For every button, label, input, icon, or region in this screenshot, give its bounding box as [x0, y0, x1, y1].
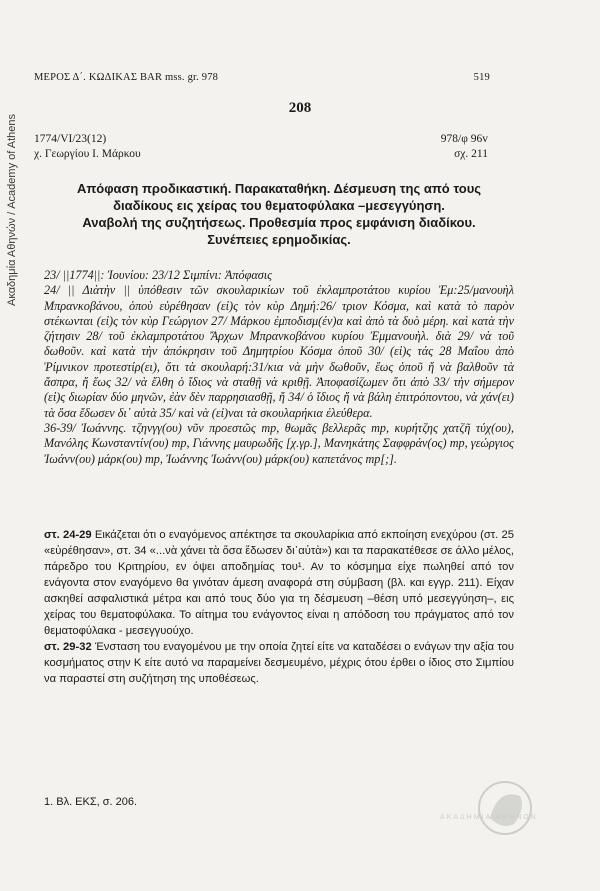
- text-paragraph: 36-39/ Ἰωάννης. τζηνγγ(ου) νῦν προεστῶς mp, θωμᾶς βελλερᾶς mp, κυρήτζης χατζῆ τύχ(ου), Μανόλης Κωνσταντίν(ου) mp, Γιάννης μαυρωδῆς [χ.γρ.], Μανηκάτης Σαφφράν(ος) mp, γεώργιος Ἰωάνν(ου) μάρκ(ου) mp, Ἰωάννης Ἰωάνν(ου) μάρκ(ου) καπετάνος mp[;].: [44, 420, 514, 466]
- commentary-paragraph: [44, 639, 514, 687]
- document-identifiers: [34, 132, 488, 162]
- running-head-title: ΜΕΡΟΣ Δ΄. ΚΩΔΙΚΑΣ BAR mss. gr. 978: [34, 72, 219, 83]
- document-transcription: [44, 268, 514, 467]
- commentary: [44, 527, 514, 687]
- folio-ref: 978/φ 96v: [440, 133, 488, 145]
- watermark-text: ΑΚΑΔΗΜΙΑ ΑΘΗΝΩΝ: [440, 814, 538, 821]
- text-paragraph: 24/ || Διὰτὴν || ὑπόθεσιν τῶν σκουλαρικίων τοῦ ἐκλαμπροτάτου κυρίου Ἐμ:25/μανουὴλ Μπρανκοβάνου, ὁποὺ εὑρέθησαν (εἰ)ς τὸν κὺρ Δημή:26/ τριον Κόσμα, καὶ κατὰ τὸ παρὸν στέκωνται (εἰ)ς τὸν κὺρ Γεώργιον 27/ Μάρκου ἐμποδισμ(έν)α καὶ ἀπὸ τὰ δυὸ μέρη. καὶ κατὰ τὴν ζήτησιν 28/ τοῦ ἐκλαμπροτάτου Ἄρχων Μπρανκοβάνου κυρίου Ἐμμανουὴλ. διὰ 29/ νὰ τοῦ δωθοῦν. καὶ κατὰ τὴν ἀπόκρησιν τοῦ Δημητρίου Κόσμα ὁποῦ 30/ (εἰ)ς τάς 28 Μαΐου ἀπὸ Ῥίμνικον προτεστίρ(ει), ὅτι τὰ σκουλαρή:31/κια νὰ μὴν δωθοῦν, ἕως ὁποῦ ἤ νὰ βαλθοῦν τὰ ἄσπρα, ἤ ἕως 32/ νὰ ἔλθη ὁ ἴδιος νὰ σταθῇ νὰ κριθῇ. Ἀποφασίζωμεν ὅτι ἀπὸ 33/ τὴν σήμερον (εἰ)ς διωρίαν δύο μηνῶν, ἐὰν δὲν παρρησιασθῇ, ἤ 34/ ὁ ἴδιος ἤ νὰ βάλη ἐπιτρόποντου, νὰ χάν(ει) τὰ ὅσα ἔδωσεν δι᾽ αὐτὰ 35/ καὶ νὰ (εἰ)ναι τὰ σκουλαρήκια ἐλεύθερα.: [44, 283, 514, 420]
- title-line: Συνέπειες ερημοδικίας.: [207, 232, 351, 247]
- academy-watermark-logo: [440, 774, 570, 854]
- document-number: 208: [288, 100, 312, 116]
- commentary-text: Εικάζεται ότι ο εναγόμενος απέκτησε τα σκουλαρίκια από εκποίηση ενεχύρου (στ. 25 «εὑρέθησαν», στ. 34 «...νὰ χάνει τὰ ὅσα ἔδωσεν δι᾽αὐτὰ») και τα παρακατέθεσε σε άλλο μέλος, πάρεδρο του Κριτηρίου, εν όψει αποδημίας του¹. Αν το κόσμημα είχε πωληθεί από τον ενάγοντα στον εναγόμενο θα γινόταν άμεση αναφορά στη σύμβαση (βλ. και εγγρ. 211). Είχαν ασκηθεί ασφαλιστικά μέτρα και από τους δύο για τη δέσμευση –θέση υπό μεσεγγύηση–, εις χείρας του θεματοφύλακα. Το αίτημα του ενάγοντος είναι η απόδοση του πράγματος από τον θεματοφύλακα - μεσεγγυούχο.: [44, 529, 514, 637]
- source-ref: χ. Γεωργίου Ι. Μάρκου: [34, 148, 141, 160]
- commentary-label: στ. 29-32: [44, 641, 92, 653]
- running-head: [34, 72, 490, 83]
- running-head-page: 519: [473, 72, 490, 83]
- title-line: Αναβολή της συζητήσεως. Προθεσμία προς εμφάνιση διαδίκου.: [82, 215, 476, 230]
- archive-stamp: Ακαδημία Αθηνών / Academy of Athens: [6, 114, 18, 307]
- commentary-label: στ. 24-29: [44, 529, 92, 541]
- footnote: 1. Βλ. ΕΚΣ, σ. 206.: [44, 796, 138, 808]
- title-line: διαδίκους εις χείρας του θεματοφύλακα –μεσεγγύηση.: [113, 198, 445, 213]
- title-line: Απόφαση προδικαστική. Παρακαταθήκη. Δέσμευση της από τους: [76, 181, 482, 196]
- text-paragraph: 23/ ||1774||: Ἰουνίου: 23/12 Σιμπίνι: Ἀπόφασις: [44, 268, 273, 282]
- document-title: [44, 180, 514, 248]
- commentary-paragraph: [44, 527, 514, 639]
- date-ref: 1774/VI/23(12): [34, 133, 107, 145]
- commentary-text: Ένσταση του εναγομένου με την οποία ζητεί είτε να καταδέσει ο ενάγων την αξία του κοσμήματος στην Κ είτε αυτό να παραμείνει δεσμευμένο, μέχρις ότου έρθει ο ίδιος στο Σιμπίου να παραστεί στη συζήτηση της υποθέσεως.: [44, 641, 514, 685]
- figure-ref: σχ. 211: [454, 148, 488, 160]
